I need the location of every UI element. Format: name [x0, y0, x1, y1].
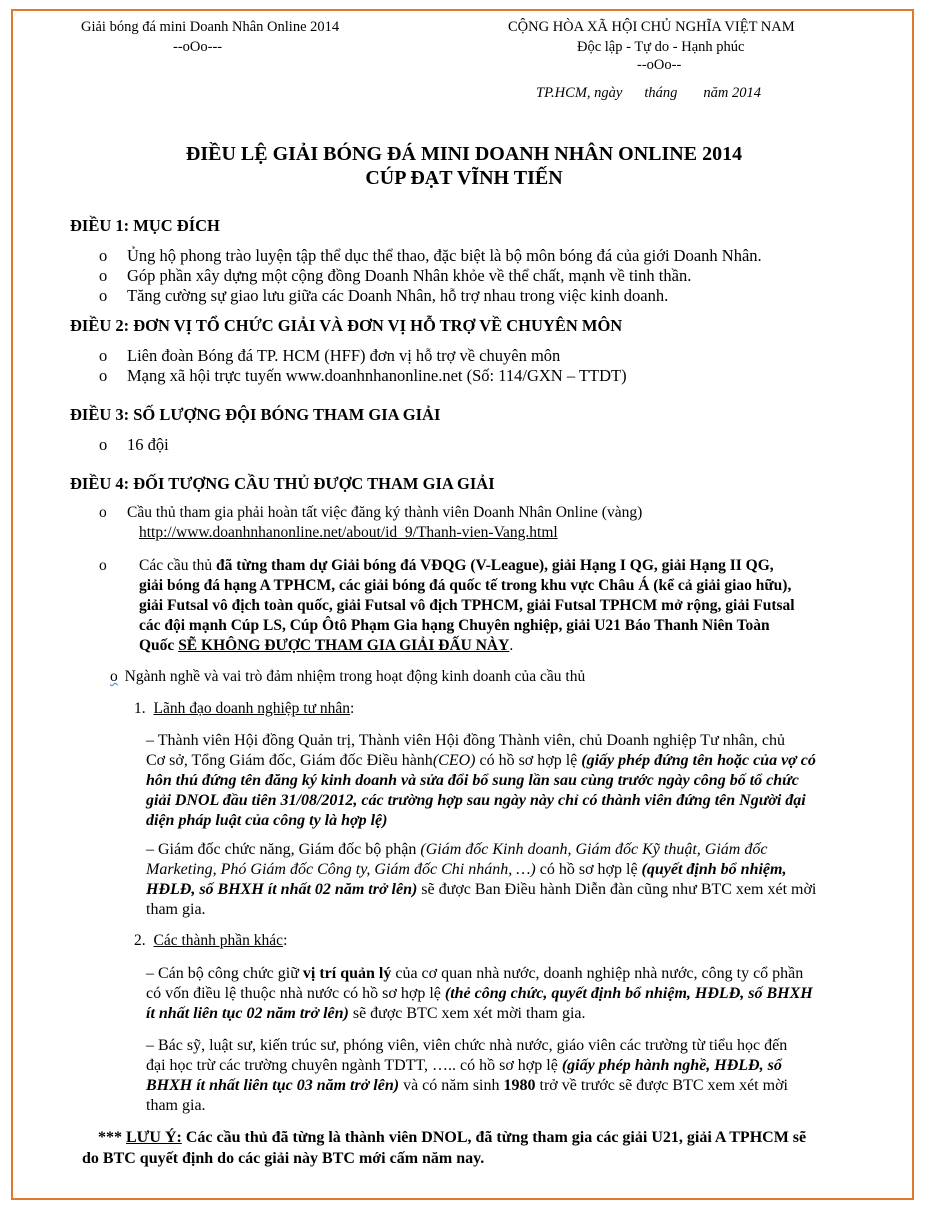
subsection-1-label: Lãnh đạo doanh nghiệp tư nhân [153, 700, 351, 717]
membership-link[interactable]: http://www.doanhnhanonline.net/about/id_9/Thanh-vien-Vang.html [139, 524, 558, 541]
note-label: LƯU Ý: [126, 1129, 182, 1146]
not-eligible-notice: SẼ KHÔNG ĐƯỢC THAM GIA GIẢI ĐẤU NÀY [178, 637, 510, 654]
organizer-divider: --oOo--- [173, 39, 223, 55]
article-2-heading: ĐIỀU 2: ĐƠN VỊ TỔ CHỨC GIẢI VÀ ĐƠN VỊ HỖ TRỢ VỀ CHUYÊN MÔN [70, 316, 623, 335]
list-item: o Ngành nghề và vai trò đảm nhiệm trong hoạt động kinh doanh của cầu thủ [110, 668, 586, 685]
bullet: o [99, 504, 107, 521]
bullet: o [99, 557, 107, 574]
country-motto: Độc lập - Tự do - Hạnh phúc [577, 39, 745, 55]
subsection-1: 1. Lãnh đạo doanh nghiệp tư nhân: [134, 700, 355, 717]
article-4-heading: ĐIỀU 4: ĐỐI TƯỢNG CẦU THỦ ĐƯỢC THAM GIA GIẢI [70, 474, 495, 493]
bullet: o [99, 266, 108, 285]
bullet: o [99, 346, 108, 365]
article-3-heading: ĐIỀU 3: SỐ LƯỢNG ĐỘI BÓNG THAM GIA GIẢI [70, 405, 441, 424]
country-divider: --oOo-- [637, 57, 682, 73]
country-title: CỘNG HÒA XÃ HỘI CHỦ NGHĨA VIỆT NAM [508, 19, 795, 35]
bullet: o [99, 366, 108, 385]
article-1-heading: ĐIỀU 1: MỤC ĐÍCH [70, 216, 220, 235]
bullet: o [110, 668, 118, 685]
subsection-2-label: Các thành phần khác [153, 932, 284, 949]
subsection-2: 2. Các thành phần khác: [134, 932, 288, 949]
date-line [536, 85, 761, 102]
date-year: năm 2014 [703, 85, 761, 101]
organizer-title: Giải bóng đá mini Doanh Nhân Online 2014 [81, 19, 340, 35]
bullet: o [99, 286, 108, 305]
bullet: o [99, 435, 108, 454]
document-subtitle: CÚP ĐẠT VĨNH TIẾN [365, 167, 563, 189]
bullet: o [99, 246, 108, 265]
date-city: TP.HCM, ngày [536, 85, 623, 101]
document-title: ĐIỀU LỆ GIẢI BÓNG ĐÁ MINI DOANH NHÂN ONLINE 2014 [185, 143, 743, 165]
date-month: tháng [644, 85, 678, 101]
